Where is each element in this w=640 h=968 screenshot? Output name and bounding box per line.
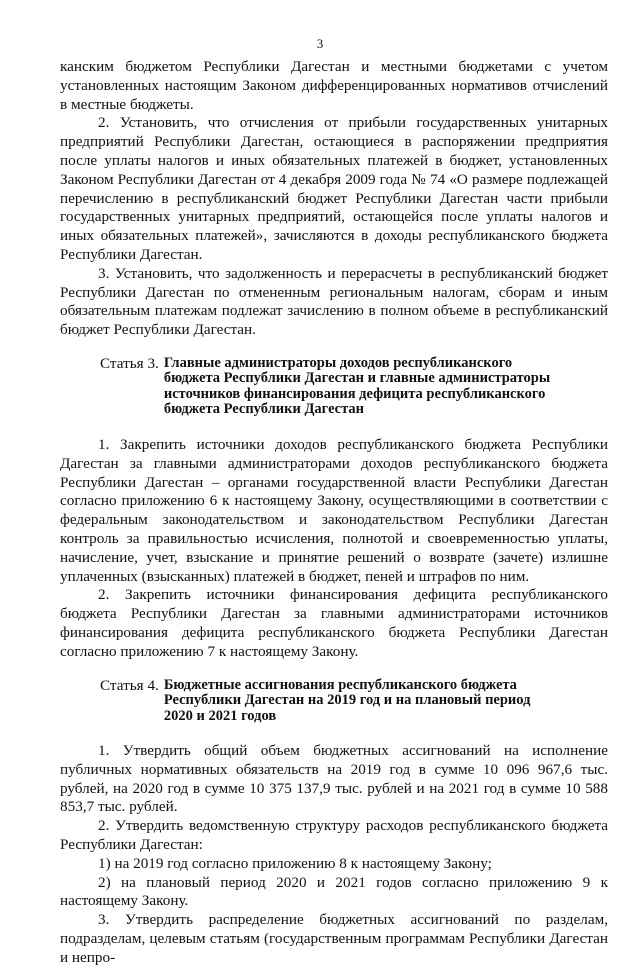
article-4-paragraph-2: 2. Утвердить ведомственную структуру расходов республиканского бюджета Республики Дагестан: — [60, 817, 608, 853]
paragraph-3: 3. Установить, что задолженность и перерасчеты в республиканский бюджет Республики Дагестан по отмененным региональным налогам, сборам и иным обязательным платежам подлежат зачислению в полном объеме в республиканский бюджет Республики Дагестан. — [60, 264, 608, 339]
article-3-paragraph-1: 1. Закрепить источники доходов республиканского бюджета Республики Дагестан за главными администраторами доходов республиканского бюджета Республики Дагестан – органами государственной власти Республики Дагестан согласно приложению 6 к настоящему Закону, осуществляющими в соответствии с федеральным законодательством и законодательством Республики Дагестан контроль за правильностью исчисления, полнотой и своевременностью уплаты, начисление, учет, взыскание и принятие решений о возврате (зачете) излишне уплаченных (взысканных) платежей в бюджет, пеней и штрафов по ним. — [60, 435, 608, 585]
article-3-title-line: источников финансирования дефицита республиканского — [163, 385, 546, 402]
article-4-title — [164, 678, 608, 725]
article-4-label: Статья 4. — [100, 676, 159, 694]
article-4-item-2: 2) на плановый период 2020 и 2021 годов согласно приложению 9 к настоящему Закону. — [60, 873, 608, 910]
article-4-title-line: Бюджетные ассигнования республиканского бюджета — [163, 676, 517, 693]
article-3-label: Статья 3. — [100, 354, 159, 372]
document-body — [60, 58, 608, 968]
article-4-item-1: 1) на 2019 год согласно приложению 8 к настоящему Закону; — [98, 854, 492, 872]
article-3-title — [164, 356, 608, 418]
article-4-paragraph-3: 3. Утвердить распределение бюджетных ассигнований по разделам, подразделам, целевым статьям (государственным программам Республики Дагестан и непро- — [60, 911, 608, 966]
article-4-title-line: Республики Дагестан на 2019 год и на плановый период — [163, 692, 531, 709]
paragraph-continuation: канским бюджетом Республики Дагестан и местными бюджетами с учетом установленных настоящим Законом дифференцированных нормативов отчислений в местные бюджеты. — [60, 58, 608, 113]
article-3-title-line: Главные администраторы доходов республиканского — [163, 354, 513, 371]
paragraph-2: 2. Установить, что отчисления от прибыли государственных унитарных предприятий Республики Дагестан, остающиеся в распоряжении предприятия после уплаты налогов и иных обязательных платежей в бюджет, установленных Законом Республики Дагестан от 4 декабря 2009 года № 74 «О размере подлежащей перечислению в республиканский бюджет Республики Дагестан части прибыли государственных унитарных предприятий, остающейся после уплаты налогов и иных обязательных платежей», зачисляются в доходы республиканского бюджета Республики Дагестан. — [60, 114, 608, 263]
article-3-heading — [60, 356, 608, 418]
article-3-title-line: бюджета Республики Дагестан — [163, 401, 365, 418]
page-number: 3 — [316, 36, 324, 51]
article-3-paragraph-2: 2. Закрепить источники финансирования дефицита республиканского бюджета Республики Дагестан за главными администраторами источников финансирования дефицита республиканского бюджета Республики Дагестан согласно приложению 7 к настоящему Закону. — [60, 586, 608, 660]
article-3-title-line: бюджета Республики Дагестан и главные администраторы — [163, 370, 551, 387]
article-4-title-line: 2020 и 2021 годов — [163, 707, 277, 724]
article-4-paragraph-1: 1. Утвердить общий объем бюджетных ассигнований на исполнение публичных нормативных обязательств на 2019 год в сумме 10 096 967,6 тыс. рублей, на 2020 год в сумме 10 375 137,9 тыс. рублей и на 2021 год в сумме 10 588 853,7 тыс. рублей. — [60, 742, 608, 816]
article-4-heading — [60, 678, 608, 725]
